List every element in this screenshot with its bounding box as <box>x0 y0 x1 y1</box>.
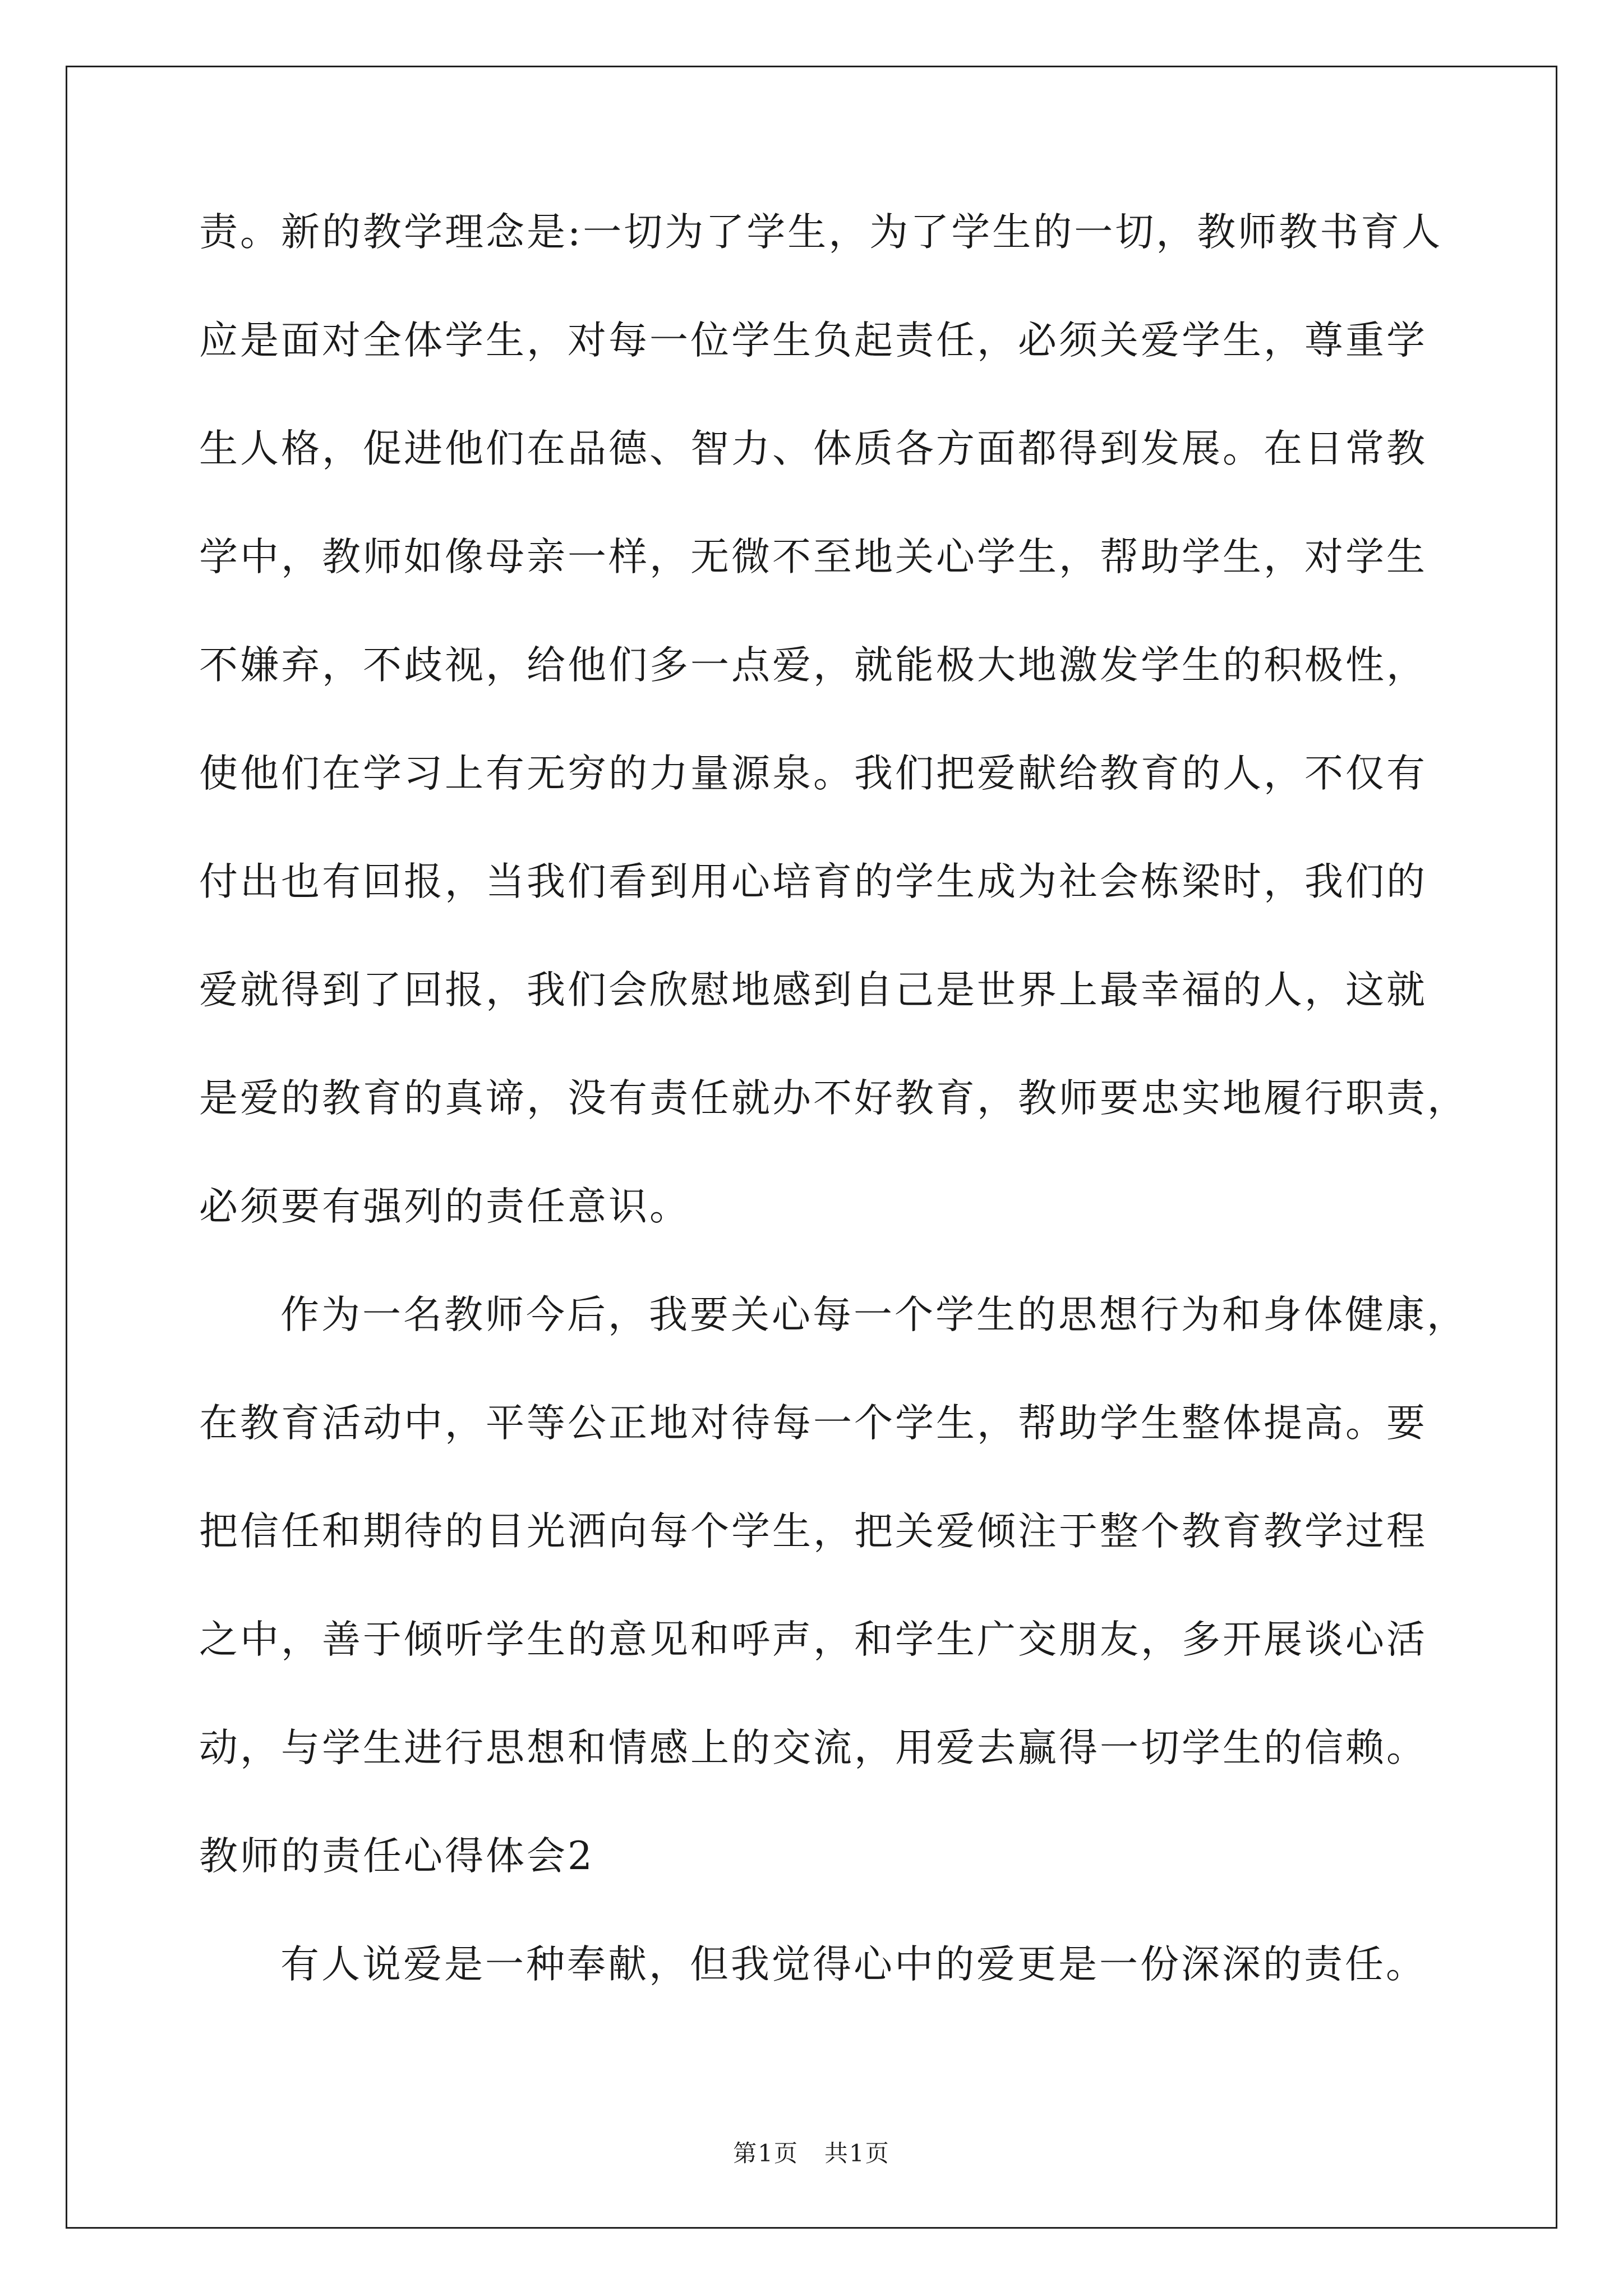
page-number: 第1页 <box>733 2139 799 2167</box>
document-body <box>199 210 1468 2054</box>
text-line: 之中，善于倾听学生的意见和呼声，和学生广交朋友，多开展谈心活 <box>199 1617 1427 1662</box>
text-line: 是爱的教育的真谛，没有责任就办不好教育，教师要忠实地履行职责， <box>199 1076 1468 1121</box>
text-line: 使他们在学习上有无穷的力量源泉。我们把爱献给教育的人，不仅有 <box>199 751 1427 796</box>
text-line: 爱就得到了回报，我们会欣慰地感到自己是世界上最幸福的人，这就 <box>199 968 1427 1013</box>
text-line: 在教育活动中，平等公正地对待每一个学生，帮助学生整体提高。要 <box>199 1401 1427 1446</box>
section-heading: 教师的责任心得体会2 <box>199 1834 594 1879</box>
text-line: 有人说爱是一种奉献，但我觉得心中的爱更是一份深深的责任。 <box>280 1942 1427 1987</box>
text-line: 责。新的教学理念是:一切为了学生，为了学生的一切，教师教书育人 <box>199 210 1443 255</box>
page-footer <box>0 2140 1623 2167</box>
footer-spacer <box>799 2139 824 2167</box>
text-line: 作为一名教师今后，我要关心每一个学生的思想行为和身体健康， <box>280 1292 1468 1337</box>
text-line: 应是面对全体学生，对每一位学生负起责任，必须关爱学生，尊重学 <box>199 318 1427 363</box>
text-line: 把信任和期待的目光洒向每个学生，把关爱倾注于整个教育教学过程 <box>199 1509 1427 1554</box>
text-line: 不嫌弃，不歧视，给他们多一点爱，就能极大地激发学生的积极性， <box>199 643 1427 688</box>
text-line: 生人格，促进他们在品德、智力、体质各方面都得到发展。在日常教 <box>199 426 1427 471</box>
text-line: 学中，教师如像母亲一样，无微不至地关心学生，帮助学生，对学生 <box>199 535 1427 579</box>
text-line: 必须要有强列的责任意识。 <box>199 1184 690 1229</box>
page-total: 共1页 <box>824 2139 890 2167</box>
text-line: 付出也有回报，当我们看到用心培育的学生成为社会栋梁时，我们的 <box>199 859 1427 904</box>
text-line: 动，与学生进行思想和情感上的交流，用爱去赢得一切学生的信赖。 <box>199 1726 1427 1770</box>
